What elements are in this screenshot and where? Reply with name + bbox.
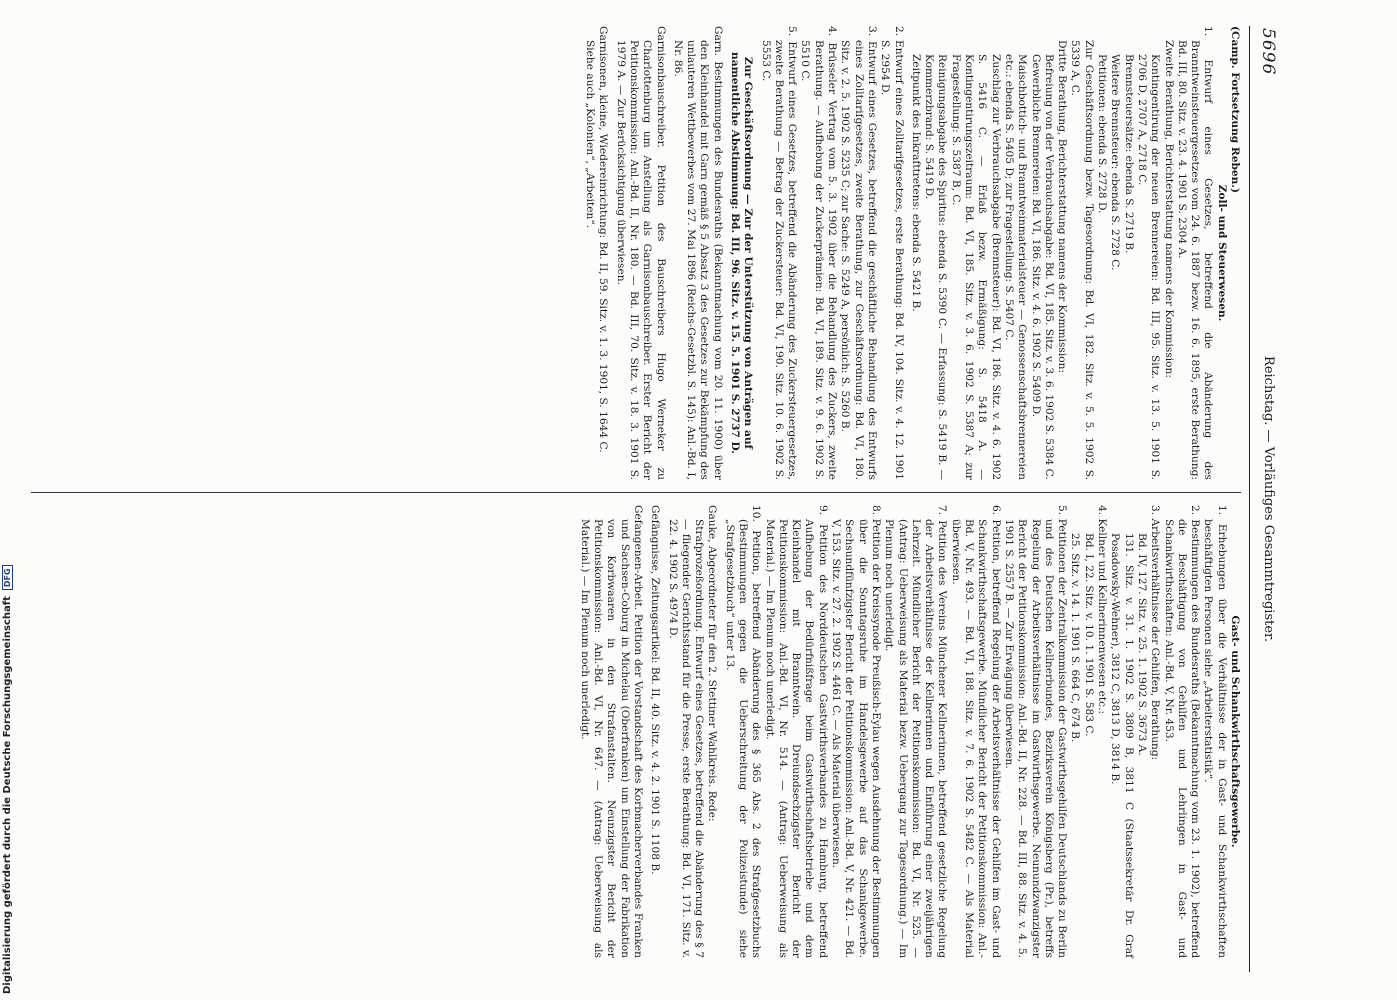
- register-entry: Kontingentirung der neuen Brennereien: Bd. III, 95. Sitz. v. 13. 5. 1901 S. 2706 D, 2707 A, 2718 C.: [1135, 54, 1162, 480]
- running-title: Reichstag. — Vorläufiges Gesammtregister.: [1261, 356, 1276, 642]
- register-entry: 4. Brüsseler Vertrag vom 5. 3. 1902 über die Behandlung des Zuckers, zweite Berathung. — Aufhebung der Zuckerprämien: Bd. VI, 189. Sitz. v. 9. 6. 1902 S. 5510 C.: [799, 26, 839, 480]
- register-entry: Brennsteuersätze: ebenda S. 2719 B.: [1122, 54, 1135, 254]
- register-entry: Zeitpunkt des Inkrafttretens: ebenda S. 5421 B.: [909, 54, 922, 312]
- right-column: [31, 492, 1241, 958]
- register-entry: 6. Petition, betreffend Regelung der Arbeitsverhältnisse der Gehilfen im Gast- und Schankwirthschaftsgewerbe. Mündlicher Bericht der Petitionskommission: Anl.-Bd. V, Nr. 493. — Bd. VI, 188. Sitz. v. 7. 6. 1902 S. 5482 C. — Als Material überwiesen.: [949, 505, 1002, 958]
- register-entry: Weitere Brennsteuer: ebenda S. 2728 C.: [1109, 54, 1122, 271]
- register-entry: 1. Erhebungen über die Verhältnisse der in Gast- und Schankwirthschaften beschäftigten Personen siehe „Arbeiterstatistik“.: [1202, 505, 1228, 958]
- register-entry: Zoll- und Steuerwesen.: [1215, 184, 1228, 322]
- register-entry: Gast- und Schankwirthschaftsgewerbe.: [1229, 615, 1241, 848]
- register-entry: 5. Entwurf eines Gesetzes, betreffend die Abänderung des Zuckersteuergesetzes, zweite Berathung — Betrag der Zuckersteuer: Bd. VI, 190. Sitz. 10. 6. 1902 S. 5553 C.: [759, 26, 799, 480]
- register-entry: 5. Petitionen der Zentralkommission der Gastwirthsgehilfen Deutschlands zu Berlin und des Deutschen Kellnerbundes, Bezirksverein Königsberg (Pr.), betreffs Regelung der Arbeitsverhältnisse im Gastwirthsgewerbe. Neunundzwanzigster Bericht der Petitionskommission: Anl.-Bd. II, Nr. 228. — Bd. III, 88. Sitz. v. 4. 5. 1901 S. 2557 B. — Zur Erwägung überwiesen.: [1002, 505, 1069, 958]
- register-entry: Zur Geschäftsordnung bezw. Tagesordnung: Bd. VI, 182. Sitz. v. 5. 5. 1902 S. 5339 A, C.: [1069, 40, 1095, 480]
- register-entry: Strafprozeßordnung. Entwurf eines Gesetzes, betreffend die Abänderung des § 7 — fliegender Gerichtsstand für die Presse, erste Berathung: Bd. VI, 171. Sitz. v. 22. 4. 1902 S. 4974 D.: [666, 519, 706, 958]
- register-entry: 4. Kellner und Kellnerinnenwesen etc.:: [1096, 505, 1109, 715]
- register-entry: Dritte Berathung, Berichterstattung namens der Kommission:: [1056, 40, 1069, 374]
- register-entry: Befreiung von der Verbrauchsabgabe: Bd. VI, 185. Sitz. v. 3. 6. 1902 S. 5384 C.: [1042, 54, 1055, 480]
- register-entry: (Camp. Fortsetzung Reben.): [1229, 26, 1241, 193]
- register-entry: Gefängnisse, Zeitungsartikel: Bd. II, 40. Sitz. v. 4. 2. 1901 S. 1108 B.: [649, 505, 662, 875]
- register-entry: 3. Entwurf eines Gesetzes, betreffend die geschäftliche Behandlung des Entwurfs eines Zolltarifgesetzes, zweite Berathung, zur Geschäftsordnung: Bd. VI, 180. Sitz. v. 2. 5. 1902 S. 5235 C; zur Sache: S. 5249 A, persönlich: S. 5260 B.: [839, 26, 878, 480]
- register-entry: 10. Petition, betreffend Abänderung des § 365 Abs. 2 des Strafgesetzbuchs (Bestimmungen gegen die Ueberschreitung der Polizeistunde) siehe „Strafgesetzbuch“ unter 13.: [723, 505, 763, 958]
- credit-text: Digitalisierung gefördert durch die Deutsche Forschungsgemeinschaft: [2, 596, 13, 994]
- register-entry: Zuschlag zur Verbrauchsabgabe (Brennsteuer): Bd. VI, 186. Sitz. v. 4. 6. 1902 S. 5416 C. — Erlaß bezw. Ermäßigung: S. 5418 A. — Kontingentirungszeitraum: Bd. VI, 185. Sitz. v. 3. 6. 1902 S. 5387 A; zur Fragestellung: S. 5387 B, C.: [949, 54, 1002, 480]
- page-header: [1249, 26, 1284, 972]
- dfg-logo: DFG: [2, 565, 13, 590]
- register-entry: Garnisonen, kleine, Wiedereinrichtung: Bd. II, 59. Sitz. v. 1. 3. 1901, S. 1644 C.: [597, 26, 610, 453]
- register-entry: Siehe auch „Kolonien“, „Arbeiten“.: [584, 40, 597, 229]
- register-entry: 2. Bestimmungen des Bundesraths (Bekanntmachung vom 23. 1. 1902), betreffend die Beschäftigung von Gehilfen und Lehrlingen in Gast- und Schankwirthschaften: Anl.-Bd. V, Nr. 453.: [1162, 505, 1202, 958]
- digitization-credit: [2, 565, 13, 994]
- register-entry: Garnisonbauschreiber. Petition des Bauschreibers Hugo Werneker zu Charlottenburg um Anstellung als Garnisonbauschreiber. Erster Bericht der Petitionskommission: Anl.-Bd. II, Nr. 180. — Bd. III, 70. Sitz. v. 18. 3. 1901 S. 1979 A. — Zur Berücksichtigung überwiesen.: [614, 26, 667, 480]
- register-entry: Reinigungsabgabe des Spiritus: ebenda S. 5390 C. — Erfassung: S. 5419 B. — Kommerzbrand: S. 5419 D.: [923, 54, 949, 480]
- register-entry: Zweite Berathung, Berichterstattung namens der Kommission:: [1162, 40, 1175, 378]
- register-entry: 131. Sitz. v. 31. 1. 1902 S. 3809 B, 3811 C (Staatssekretär Dr. Graf Posadowsky-Wehner), 3812 C, 3813 D, 3814 B.: [1109, 533, 1135, 958]
- register-entry: Maischbottich- und Branntweinmaterialsteuer — Genossenschaftsbrennereien etc.: ebenda S. 5405 D; zur Fragestellung: S. 5407 C.: [1002, 54, 1029, 480]
- left-column: [31, 26, 1241, 492]
- two-column-body: [31, 26, 1241, 972]
- register-entry: Gauke, Abgeordneter für den 2. Stettiner Wahlkreis. Rede:: [706, 505, 719, 822]
- page-number: 5696: [1258, 28, 1278, 76]
- register-entry: Bd. I, 22. Sitz. v. 10. 1. 1901 S. 583 C.: [1082, 533, 1095, 737]
- register-entry: Petitionen: ebenda S. 2728 D.: [1096, 54, 1109, 214]
- register-entry: 1. Entwurf eines Gesetzes, betreffend die Abänderung des Branntweinsteuergesetzes vom 24. 6. 1887 bezw. 16. 6. 1895, erste Berathung: Bd. III, 80. Sitz. v. 23. 4. 1901 S. 2304 A.: [1175, 26, 1215, 480]
- register-entry: 8. Petition der Kreissynode Preußisch-Eylau wegen Ausdehnung der Bestimmungen über die Sonntagsruhe im Handelsgewerbe auf das Schankgewerbe. Sechsundfünfzigster Bericht der Petitionskommission: Anl.-Bd. V, Nr. 421. — Bd. V, 153. Sitz. v. 27. 2. 1902 S. 4461 C. — Als Material überwiesen.: [830, 505, 882, 958]
- register-entry: Garn. Bestimmungen des Bundesraths (Bekanntmachung vom 20. 11. 1900) über den Kleinhandel mit Garn gemäß § 5 Absatz 3 des Gesetzes zur Bekämpfung des unlauteren Wettbewerbes vom 27. Mai 1896 (Reichs-Gesetzbl. S. 145): Anl.-Bd. I, Nr. 86.: [671, 26, 724, 480]
- register-entry: Zur Geschäftsordnung — Zur der Unterstützung von Anträgen auf namentliche Abstimmung: Bd. III, 96. Sitz. v. 15. 5. 1901 S. 2737 D.: [729, 52, 755, 454]
- register-entry: 9. Petition des Norddeutschen Gastwirthsverbandes zu Hamburg, betreffend Aufhebung der Bedürfnißfrage beim Gastwirthschaftsbetriebe und dem Kleinhandel mit Branntwein. Dreiundsechzigster Bericht der Petitionskommission: Anl.-Bd. VI, Nr. 514. — (Antrag: Ueberweisung als Material.) — Im Plenum noch unerledigt.: [763, 505, 829, 958]
- register-entry: 2. Entwurf eines Zolltarifgesetzes, erste Berathung: Bd. IV, 104. Sitz. v. 4. 12. 1901 S. 2954 D.: [879, 26, 905, 480]
- register-entry: 7. Petition des Vereins Münchener Kellnerinnen, betreffend gesetzliche Regelung der Arbeitsverhältnisse der Kellnerinnen und Einführung einer zweijährigen Lehrzeit. Mündlicher Bericht der Petitionskommission: Bd. VI, Nr. 525. — (Antrag: Ueberweisung als Material bezw. Uebergang zur Tagesordnung.) — Im Plenum noch unerledigt.: [883, 505, 949, 958]
- register-entry: 25. Sitz. v. 14. 1. 1901 S. 664 C, 674 B.: [1069, 533, 1082, 743]
- register-entry: 3. Arbeitsverhältnisse der Gehilfen, Berathung:: [1149, 505, 1162, 761]
- register-entry: Gefangenen-Arbeit. Petition der Vorstandschaft des Korbmacherverbandes Franken und Sachsen-Coburg in Michelau (Oberfranken) um Einstellung der Fabrikation von Korbwaaren in den Strafanstalten. Neunzigster Bericht der Petitionskommission: Anl.-Bd. VI, Nr. 647. — (Antrag: Ueberweisung als Material.) — Im Plenum noch unerledigt.: [578, 505, 644, 958]
- register-entry: Bd. IV, 127. Sitz. v. 25. 1. 1902 S. 3673 A.: [1135, 533, 1148, 756]
- register-entry: Gewerbliche Brennereien: Bd. VI, 186. Sitz. v. 4. 6. 1902 S. 5409 D.: [1029, 54, 1042, 418]
